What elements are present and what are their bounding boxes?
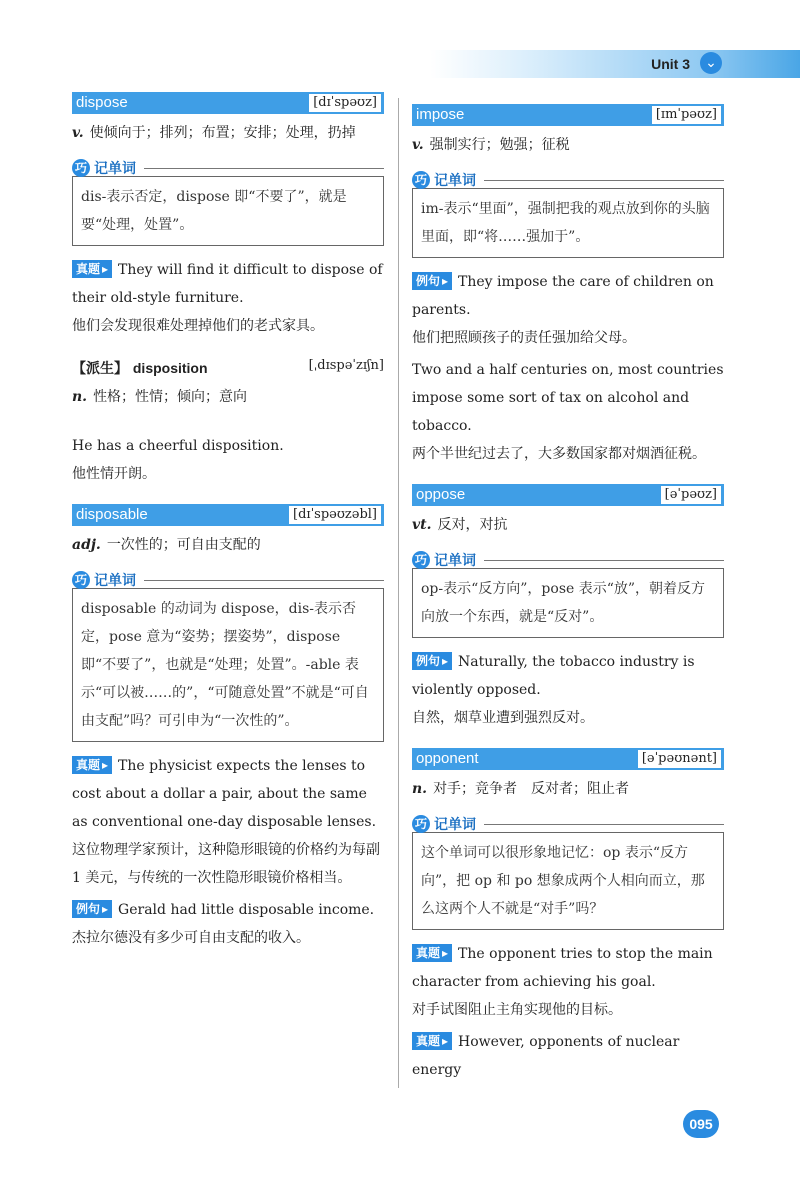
derivative-phonetic: [ˌdɪspəˈzɪʃn] (308, 358, 384, 373)
memo-icon: 巧 (412, 551, 430, 569)
example (72, 752, 384, 836)
definition (412, 776, 724, 802)
meaning: 强制实行；勉强；征税 (429, 137, 570, 153)
memo-heading (72, 570, 384, 590)
entry-dispose-headword (72, 92, 384, 114)
memo-box: 这个单词可以很形象地记忆：op 表示“反方向”，把 op 和 po 想象成两个人相向而立，那么这两个人不就是“对手”吗？ (412, 832, 724, 930)
memo-icon: 巧 (412, 171, 430, 189)
definition (412, 132, 724, 158)
headword: dispose (76, 94, 128, 111)
unit-label: Unit 3 (651, 56, 690, 72)
memo-heading (72, 158, 384, 178)
example-en: They impose the care of children on parents. (412, 274, 714, 318)
example-tag: 例句 ▸ (412, 272, 452, 290)
example-tag: 真题 ▸ (72, 260, 112, 278)
chevron-down-icon: ⌄ (700, 52, 722, 74)
headword: oppose (416, 486, 466, 503)
meaning: 使倾向于；排列；布置；安排；处理，扔掉 (89, 125, 356, 141)
example-zh: 他们会发现很难处理掉他们的老式家具。 (72, 318, 324, 334)
definition (72, 120, 384, 146)
memo-heading (412, 814, 724, 834)
memo-label: 记单词 (94, 161, 136, 177)
meaning: 一次性的；可自由支配的 (106, 537, 261, 553)
memo-box: dis-表示否定，dispose 即“不要了”，就是要“处理，处置”。 (72, 176, 384, 246)
phonetic: [dɪˈspəʊzəbl] (289, 506, 381, 524)
example-en: They will find it difficult to dispose of their old-style furniture. (72, 262, 383, 306)
example-en: The opponent tries to stop the main character from achieving his goal. (412, 946, 713, 990)
example-en: Two and a half centuries on, most countries impose some sort of tax on alcohol and tobacco. (412, 362, 724, 434)
derivative-example-en: He has a cheerful disposition. (72, 438, 284, 454)
headword: disposable (76, 506, 148, 523)
example-zh: 两个半世纪过去了，大多数国家都对烟酒征税。 (412, 446, 706, 462)
meaning: 反对，对抗 (437, 517, 508, 533)
phonetic: [əˈpəʊnənt] (638, 750, 721, 768)
part-of-speech: n. (412, 781, 428, 797)
example-en: Naturally, the tobacco industry is violently opposed. (412, 654, 695, 698)
meaning: 对手；竞争者 反对者；阻止者 (433, 781, 630, 797)
example (412, 268, 724, 324)
phonetic: [dɪˈspəʊz] (309, 94, 381, 112)
entry-disposable-headword (72, 504, 384, 526)
entry-impose-headword (412, 104, 724, 126)
definition (72, 532, 384, 558)
meaning: 性格；性情；倾向；意向 (93, 389, 248, 405)
example-en: Gerald had little disposable income. (118, 902, 375, 918)
example-tag: 真题 ▸ (412, 1032, 452, 1050)
memo-heading (412, 170, 724, 190)
memo-label: 记单词 (434, 553, 476, 569)
headword: impose (416, 106, 465, 123)
right-column (412, 104, 724, 1084)
example-tag: 例句 ▸ (72, 900, 112, 918)
derivative-definition (72, 384, 384, 410)
example-zh: 杰拉尔德没有多少可自由支配的收入。 (72, 930, 310, 946)
memo-heading (412, 550, 724, 570)
part-of-speech: adj. (72, 537, 101, 553)
column-divider (398, 98, 399, 1088)
memo-label: 记单词 (94, 573, 136, 589)
example-zh: 这位物理学家预计，这种隐形眼镜的价格约为每副 1 美元，与传统的一次性隐形眼镜价格相当。 (72, 842, 380, 886)
memo-icon: 巧 (412, 815, 430, 833)
part-of-speech: v. (412, 137, 424, 153)
headword: opponent (416, 750, 479, 767)
memo-label: 记单词 (434, 817, 476, 833)
example-zh: 自然，烟草业遭到强烈反对。 (412, 710, 594, 726)
example-zh: 他们把照顾孩子的责任强加给父母。 (412, 330, 636, 346)
example-tag: 真题 ▸ (412, 944, 452, 962)
example-tag: 例句 ▸ (412, 652, 452, 670)
phonetic: [əˈpəʊz] (661, 486, 721, 504)
derivative-label: 【派生】 (72, 361, 128, 377)
example-en: The physicist expects the lenses to cost about a dollar a pair, about the same as conventional one-day disposable lenses. (72, 758, 377, 830)
example (412, 1028, 724, 1084)
memo-box: disposable 的动词为 dispose，dis-表示否定，pose 意为“姿势；摆姿势”，dispose 即“不要了”，也就是“处理；处置”。-able 表示“可以被……的”，“可随意处置”不就是“可自由支配”吗？可引申为“一次性的”。 (72, 588, 384, 742)
part-of-speech: n. (72, 389, 88, 405)
example (412, 648, 724, 704)
left-column (72, 92, 384, 952)
derivative-example-zh: 他性情开朗。 (72, 466, 156, 482)
entry-oppose-headword (412, 484, 724, 506)
part-of-speech: v. (72, 125, 84, 141)
memo-label: 记单词 (434, 173, 476, 189)
example-zh: 对手试图阻止主角实现他的目标。 (412, 1002, 622, 1018)
memo-box: im-表示“里面”，强制把我的观点放到你的头脑里面，即“将……强加于”。 (412, 188, 724, 258)
example (72, 256, 384, 312)
header-band (430, 50, 800, 78)
example (72, 896, 384, 924)
derivative-word: disposition (132, 360, 208, 376)
memo-icon: 巧 (72, 571, 90, 589)
definition (412, 512, 724, 538)
example-en: However, opponents of nuclear energy (412, 1034, 680, 1078)
example (412, 940, 724, 996)
memo-icon: 巧 (72, 159, 90, 177)
phonetic: [ɪmˈpəʊz] (652, 106, 721, 124)
example-tag: 真题 ▸ (72, 756, 112, 774)
entry-opponent-headword (412, 748, 724, 770)
part-of-speech: vt. (412, 517, 432, 533)
derivative-heading (72, 358, 384, 378)
memo-box: op-表示“反方向”，pose 表示“放”，朝着反方向放一个东西，就是“反对”。 (412, 568, 724, 638)
page-number: 095 (683, 1110, 719, 1138)
